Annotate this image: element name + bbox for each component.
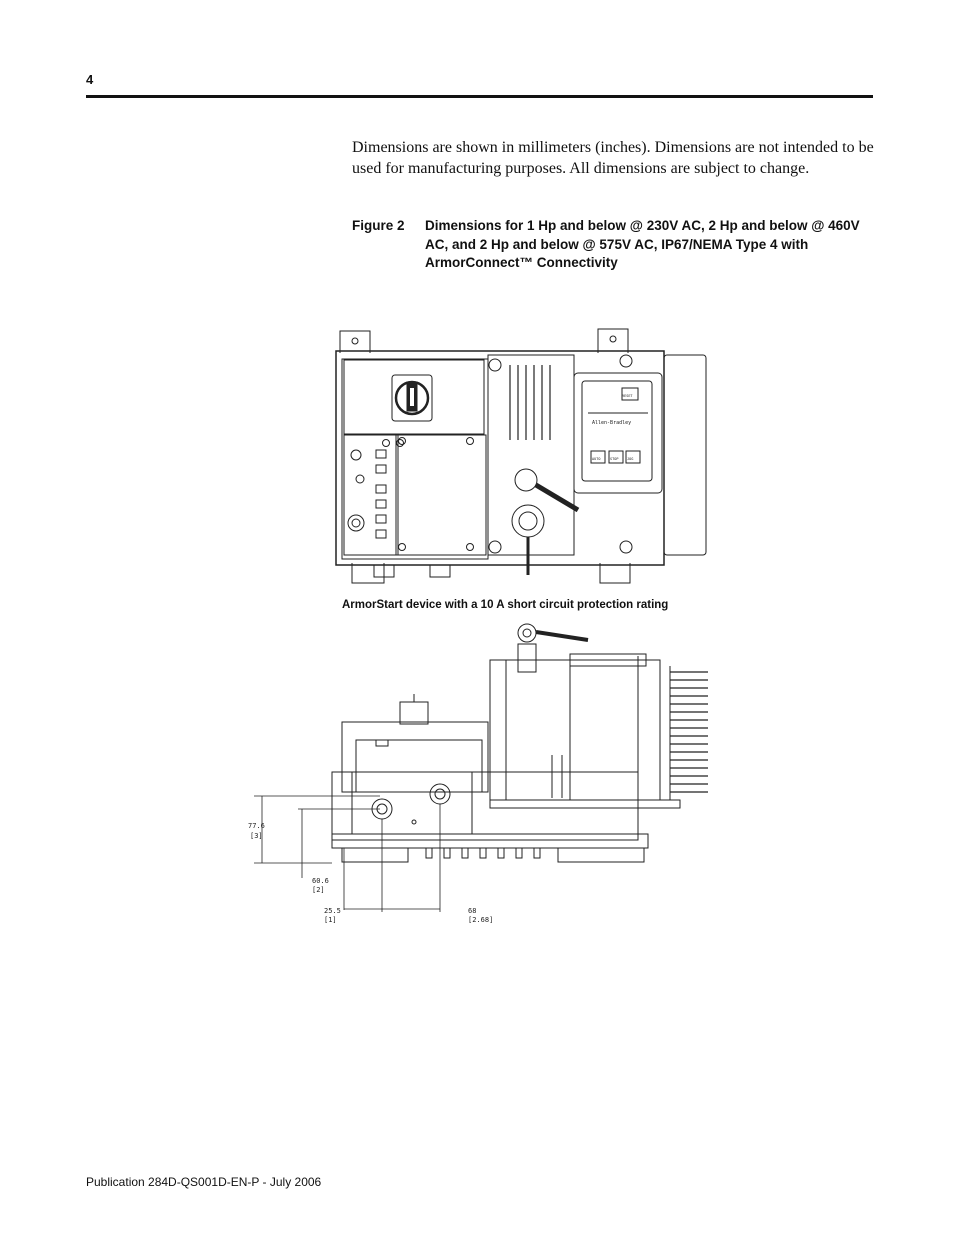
figure-title: Dimensions for 1 Hp and below @ 230V AC, 2 Hp and below @ 460V AC, and 2 Hp and below @ 575V AC, IP67/NEMA Type 4 with ArmorConnect™ Connectivity <box>425 218 860 270</box>
panel-button-reset: RESET <box>622 394 633 398</box>
dim-height-total: 77.6 <box>248 822 265 830</box>
header-rule <box>86 95 873 98</box>
figure-caption <box>352 217 877 273</box>
dim-width-first-in: [1] <box>324 916 337 924</box>
brand-label: Allen-Bradley <box>592 420 632 426</box>
dim-width-second-in: [2.68] <box>468 916 494 924</box>
dim-width-first: 25.5 <box>324 907 341 915</box>
panel-button-auto: AUTO <box>592 457 601 461</box>
intro-paragraph <box>352 138 877 179</box>
dim-height-conn: 60.6 <box>312 877 329 885</box>
dim-width-second: 68 <box>468 907 477 915</box>
panel-button-jog: JOG <box>627 457 634 461</box>
intro-text: Dimensions are shown in millimeters (inches). Dimensions are not intended to be used for manufacturing purposes. All dimensions are subject to change. <box>352 139 874 177</box>
side-view-drawing <box>240 620 720 925</box>
figure-label: Figure 2 <box>352 218 405 233</box>
figure-subcaption: ArmorStart device with a 10 A short circuit protection rating <box>342 599 669 611</box>
dim-height-conn-in: [2] <box>312 886 325 894</box>
page-number: 4 <box>86 72 94 87</box>
dim-height-total-in: [3] <box>250 832 263 840</box>
panel-button-stop: STOP <box>610 457 619 461</box>
top-view-drawing <box>330 325 710 587</box>
footer-publication: Publication 284D-QS001D-EN-P - July 2006 <box>86 1175 322 1189</box>
